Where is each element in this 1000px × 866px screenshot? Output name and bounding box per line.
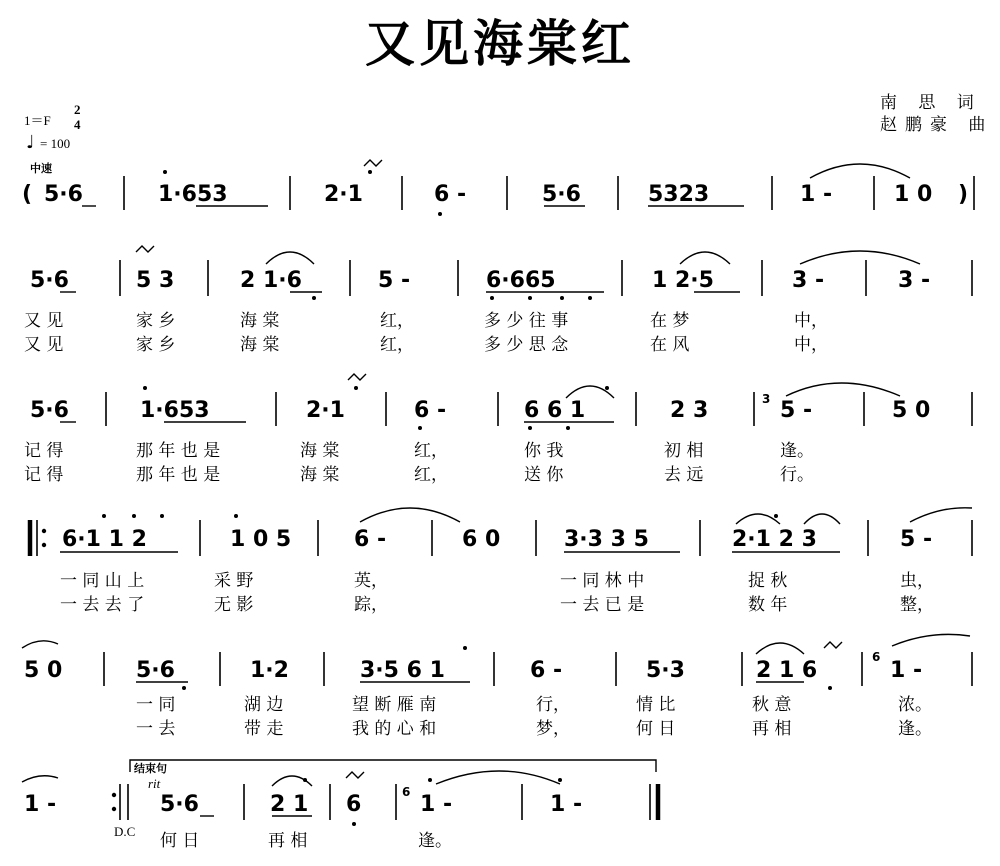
song-title: 又见海棠红 xyxy=(365,15,635,73)
lyric-r4-v2-3: 踪， xyxy=(354,595,388,615)
key-signature: 1＝F xyxy=(24,113,51,128)
notes-r4-m4: 6 0 xyxy=(462,527,501,552)
notes-r3-m4: 6 - xyxy=(414,398,447,423)
notes-r1-m6: 5323 xyxy=(648,182,710,207)
notes-r2-m5: 6·665 xyxy=(486,268,556,293)
notes-r4-m2: 1 0 5 xyxy=(230,527,292,552)
lyric-r5-v2-1: 一 去 xyxy=(136,719,176,739)
lyric-r5-v1-5: 情 比 xyxy=(636,695,676,715)
lyric-r6-v1-2: 再 相 xyxy=(268,831,308,851)
notes-r3-m7: 5 - xyxy=(780,398,813,423)
lyric-r2-v2-5: 多 少 思 念 xyxy=(484,335,569,355)
lyric-r3-v2-4: 红， xyxy=(414,465,448,485)
notes-r5-m3: 1·2 xyxy=(250,658,289,683)
lyric-r4-v1-1: 一 同 山 上 xyxy=(60,571,145,591)
notes-r5-m7: 2 1 6 xyxy=(756,658,818,683)
lyric-r5-v1-4: 行， xyxy=(536,695,570,715)
dc-marking: D.C xyxy=(114,824,136,839)
lyric-r2-v2-1: 又 见 xyxy=(24,335,64,355)
lyric-r6-v1-1: 何 日 xyxy=(160,831,200,851)
lyric-r2-v2-2: 家 乡 xyxy=(136,335,176,355)
lyric-r4-v2-5: 数 年 xyxy=(748,595,788,615)
notes-r4-m6: 2·1 2 3 xyxy=(732,527,817,552)
lyricist-credit: 南 思 词 xyxy=(880,93,982,113)
notes-r1-m5: 5·6 xyxy=(542,182,581,207)
lyric-r5-v2-2: 带 走 xyxy=(244,719,284,739)
notes-r3-m3: 2·1 xyxy=(306,398,345,423)
lyric-r4-v1-4: 一 同 林 中 xyxy=(560,571,645,591)
notes-r5-m8: 1 - xyxy=(890,658,923,683)
lyric-r3-v1-6: 初 相 xyxy=(664,441,704,461)
lyric-r3-v1-1: 记 得 xyxy=(24,441,64,461)
notes-r4-m3: 6 - xyxy=(354,527,387,552)
lyric-r3-v2-3: 海 棠 xyxy=(300,465,340,485)
notes-r2-m7: 3 - xyxy=(792,268,825,293)
notes-r2-m1: 5·6 xyxy=(30,268,69,293)
lyric-r2-v1-7: 中， xyxy=(794,311,828,331)
notes-r1-m7: 1 - xyxy=(800,182,833,207)
lyric-r5-v1-1: 一 同 xyxy=(136,695,176,715)
lyric-r4-v1-6: 虫， xyxy=(900,571,934,591)
notes-r1-m8: 1 0 xyxy=(894,182,933,207)
lyric-r3-v1-5: 你 我 xyxy=(524,441,564,461)
notes-r3-m2: 1·653 xyxy=(140,398,210,423)
lyric-r3-v2-1: 记 得 xyxy=(24,465,64,485)
notes-r2-m2: 5 3 xyxy=(136,268,175,293)
lyric-r3-v2-2: 那 年 也 是 xyxy=(136,465,221,485)
lyric-r5-v2-5: 何 日 xyxy=(636,719,676,739)
notes-r6-m3: 2 1 xyxy=(270,792,309,817)
grace-note-6: 6 xyxy=(872,650,881,664)
lyric-r4-v1-5: 捉 秋 xyxy=(748,571,788,591)
rit-marking: rit xyxy=(148,776,161,791)
lyric-r3-v1-7: 逢。 xyxy=(780,441,814,461)
lyric-r2-v1-2: 家 乡 xyxy=(136,311,176,331)
lyric-r3-v2-6: 去 远 xyxy=(664,465,704,485)
lyric-r2-v2-7: 中， xyxy=(794,335,828,355)
lyric-r2-v1-4: 红， xyxy=(380,311,414,331)
lyric-r4-v1-2: 采 野 xyxy=(214,571,254,591)
notes-r2-m8: 3 - xyxy=(898,268,931,293)
svg-text:(: ( xyxy=(22,182,33,207)
lyric-r5-v2-3: 我 的 心 和 xyxy=(352,719,437,739)
notes-r5-m5: 6 - xyxy=(530,658,563,683)
lyric-r4-v2-6: 整， xyxy=(900,595,934,615)
svg-text:): ) xyxy=(958,182,969,207)
lyric-r4-v2-1: 一 去 去 了 xyxy=(60,595,145,615)
lyric-r2-v2-4: 红， xyxy=(380,335,414,355)
notes-r6-m4: 6 xyxy=(346,792,362,817)
notes-r2-m6: 1 2·5 xyxy=(652,268,714,293)
notes-r1-m4: 6 - xyxy=(434,182,467,207)
notes-r4-m7: 5 - xyxy=(900,527,933,552)
notes-r6-m6: 1 - xyxy=(550,792,583,817)
lyric-r5-v2-7: 逢。 xyxy=(898,719,932,739)
quarter-note-icon: ♩ xyxy=(26,132,35,153)
lyric-r4-v2-2: 无 影 xyxy=(214,595,254,615)
time-signature-top: 2 xyxy=(74,102,81,117)
lyric-r2-v1-3: 海 棠 xyxy=(240,311,280,331)
notes-r1-m3: 2·1 xyxy=(324,182,363,207)
lyric-r2-v2-3: 海 棠 xyxy=(240,335,280,355)
notes-r3-m5: 6 6 1 xyxy=(524,398,586,423)
composer-credit: 赵鹏豪 曲 xyxy=(880,115,994,135)
notes-r3-m1: 5·6 xyxy=(30,398,69,423)
tempo-word: 中速 xyxy=(30,162,52,175)
lyric-r3-v1-4: 红， xyxy=(414,441,448,461)
lyric-r6-v1-3: 逢。 xyxy=(418,831,452,851)
notes-r1-m2: 1·653 xyxy=(158,182,228,207)
notes-r5-m4: 3·5 6 1 xyxy=(360,658,445,683)
lyric-r2-v1-6: 在 梦 xyxy=(650,311,690,331)
lyric-r4-v1-3: 英， xyxy=(354,571,388,591)
lyric-r5-v1-3: 望 断 雁 南 xyxy=(352,695,437,715)
notes-r3-m6: 2 3 xyxy=(670,398,709,423)
notes-r2-m3: 2 1·6 xyxy=(240,268,302,293)
lyric-r2-v1-1: 又 见 xyxy=(24,311,64,331)
notes-r4-m5: 3·3 3 5 xyxy=(564,527,649,552)
lyric-r5-v1-2: 湖 边 xyxy=(244,695,284,715)
lyric-r4-v2-4: 一 去 已 是 xyxy=(560,595,645,615)
lyric-r5-v1-6: 秋 意 xyxy=(752,695,792,715)
time-signature-bottom: 4 xyxy=(74,117,81,132)
lyric-r5-v2-6: 再 相 xyxy=(752,719,792,739)
lyric-r2-v2-6: 在 风 xyxy=(650,335,690,355)
notes-r6-m5: 1 - xyxy=(420,792,453,817)
grace-note-3: 3 xyxy=(762,392,771,406)
notes-r5-m6: 5·3 xyxy=(646,658,685,683)
lyric-r3-v2-7: 行。 xyxy=(780,465,814,485)
notes-r6-m2: 5·6 xyxy=(160,792,199,817)
notes-r2-m4: 5 - xyxy=(378,268,411,293)
grace-note-6b: 6 xyxy=(402,785,411,799)
notes-r5-m2: 5·6 xyxy=(136,658,175,683)
lyric-r3-v1-3: 海 棠 xyxy=(300,441,340,461)
notes-r5-m1: 5 0 xyxy=(24,658,63,683)
notes-r1-m1: 5·6 xyxy=(44,182,83,207)
lyric-r5-v1-7: 浓。 xyxy=(898,695,932,715)
lyric-r2-v1-5: 多 少 往 事 xyxy=(484,311,569,331)
lyric-r5-v2-4: 梦， xyxy=(536,719,570,739)
lyric-r3-v2-5: 送 你 xyxy=(524,465,564,485)
notes-r3-m8: 5 0 xyxy=(892,398,931,423)
notes-r6-m1: 1 - xyxy=(24,792,57,817)
notes-r4-m1: 6·1 1 2 xyxy=(62,527,147,552)
lyric-r3-v1-2: 那 年 也 是 xyxy=(136,441,221,461)
tempo-value: = 100 xyxy=(40,136,71,151)
ending-label: 结束句 xyxy=(134,762,167,775)
